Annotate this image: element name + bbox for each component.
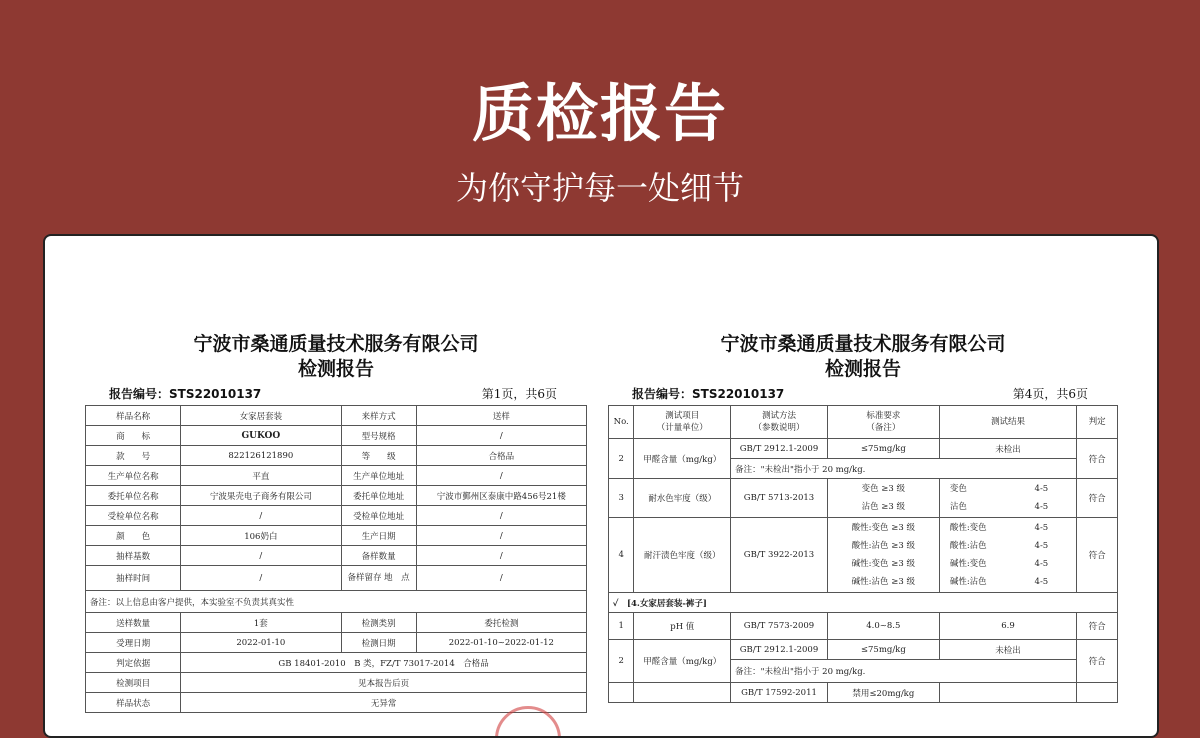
cell-requirement — [827, 518, 939, 593]
cell-label: 抽样基数 — [86, 546, 181, 566]
table-row — [609, 479, 1118, 518]
cell-verdict: 符合 — [1077, 640, 1118, 683]
cell-value: / — [181, 546, 341, 566]
cell-label: 受检单位名称 — [86, 506, 181, 526]
cell-label: 委托单位名称 — [86, 486, 181, 506]
org-name: 宁波市桑通质量技术服务有限公司 — [720, 333, 1006, 355]
cell-label: 检测项目 — [86, 673, 181, 693]
result-value: 4-5 — [1034, 502, 1049, 512]
requirement-line: 酸性:沾色 ≥3 级 — [851, 541, 915, 551]
table-row — [86, 566, 587, 591]
table-row — [86, 613, 587, 633]
cell-method: GB/T 3922-2013 — [731, 518, 828, 593]
cell-item — [634, 683, 731, 703]
cell-verdict: 符合 — [1077, 479, 1118, 518]
cell-no — [609, 683, 634, 703]
report-meta — [608, 386, 1118, 402]
page-number: 第1页，共6页 — [481, 387, 557, 401]
cell-label: 判定依据 — [86, 653, 181, 673]
cell-value: 2022-01-10~2022-01-12 — [416, 633, 586, 653]
report-paper — [43, 234, 1159, 738]
table-row — [86, 673, 587, 693]
note-text: 备注："未检出"指小于 20 mg/kg. — [731, 660, 1077, 683]
cell-result: 未检出 — [939, 640, 1076, 660]
test-results-table — [608, 405, 1118, 703]
cell-requirement: 4.0~8.5 — [827, 613, 939, 640]
table-row — [86, 546, 587, 566]
cell-value: / — [416, 506, 586, 526]
report-page-1 — [85, 332, 587, 713]
cell-label: 来样方式 — [341, 406, 416, 426]
result-label: 碱性:沾色 — [949, 577, 987, 587]
cell-method: GB/T 2912.1-2009 — [731, 640, 828, 660]
cell-value: 无异常 — [181, 693, 587, 713]
cell-item: pH 值 — [634, 613, 731, 640]
cell-label: 型号规格 — [341, 426, 416, 446]
table-row — [86, 426, 587, 446]
cell-label: 检测类别 — [341, 613, 416, 633]
cell-no: 2 — [609, 640, 634, 683]
report-meta — [85, 386, 587, 402]
section-row — [609, 593, 1118, 613]
cell-verdict: 符合 — [1077, 518, 1118, 593]
note-text: 备注："未检出"指小于 20 mg/kg. — [731, 459, 1077, 479]
cell-value: 2022-01-10 — [181, 633, 341, 653]
cell-requirement: ≤75mg/kg — [827, 640, 939, 660]
table-row — [86, 526, 587, 546]
report-number: 报告编号：STS22010137 — [632, 387, 785, 401]
cell-item: 耐水色牢度（级） — [634, 479, 731, 518]
sample-info-table — [85, 405, 587, 713]
cell-label: 备样留存 地 点 — [341, 566, 416, 591]
result-label: 变色 — [949, 484, 967, 494]
cell-value: 送样 — [416, 406, 586, 426]
cell-value: / — [416, 526, 586, 546]
column-header: 测试项目 （计量单位） — [634, 406, 731, 439]
table-row — [86, 653, 587, 673]
cell-value: / — [416, 426, 586, 446]
org-name: 宁波市桑通质量技术服务有限公司 — [193, 333, 479, 355]
section-title: ✓ [4.女家居套装-裤子] — [609, 593, 1118, 613]
result-label: 碱性:变色 — [949, 559, 987, 569]
cell-result — [939, 479, 1076, 518]
column-header: 测试结果 — [939, 406, 1076, 439]
result-value: 4-5 — [1034, 484, 1049, 494]
report-number: 报告编号：STS22010137 — [109, 387, 262, 401]
note-row — [86, 591, 587, 613]
cell-label: 备样数量 — [341, 546, 416, 566]
cell-value: 宁波市鄞州区泰康中路456号21楼 — [416, 486, 586, 506]
cell-label: 商 标 — [86, 426, 181, 446]
table-row — [609, 613, 1118, 640]
report-title: 检测报告 — [824, 358, 901, 380]
table-header-row — [609, 406, 1118, 439]
cell-value: 106奶白 — [181, 526, 341, 546]
cell-value: 合格品 — [416, 446, 586, 466]
result-label: 沾色 — [949, 502, 967, 512]
cell-label: 受检单位地址 — [341, 506, 416, 526]
cell-method: GB/T 5713-2013 — [731, 479, 828, 518]
cell-value: / — [416, 566, 586, 591]
cell-verdict: 符合 — [1077, 439, 1118, 479]
column-header: 判定 — [1077, 406, 1118, 439]
table-row — [609, 518, 1118, 593]
table-row — [609, 439, 1118, 459]
requirement-line: 酸性:变色 ≥3 级 — [851, 523, 915, 533]
result-label: 酸性:沾色 — [949, 541, 987, 551]
report-title: 检测报告 — [297, 358, 374, 380]
cell-label: 样品状态 — [86, 693, 181, 713]
requirement-line: 碱性:沾色 ≥3 级 — [851, 577, 915, 587]
cell-label: 生产单位地址 — [341, 466, 416, 486]
cell-label: 抽样时间 — [86, 566, 181, 591]
note-text: 备注：以上信息由客户提供，本实验室不负责其真实性 — [86, 591, 587, 613]
column-header: No. — [609, 406, 634, 439]
cell-label: 样品名称 — [86, 406, 181, 426]
cell-value: GUKOO — [181, 426, 341, 446]
cell-result: 未检出 — [939, 439, 1076, 459]
requirement-line: 沾色 ≥3 级 — [861, 502, 906, 512]
cell-value: 见本报告后页 — [181, 673, 587, 693]
cell-method: GB/T 7573-2009 — [731, 613, 828, 640]
cell-value: 女家居套装 — [181, 406, 341, 426]
result-value: 4-5 — [1034, 577, 1049, 587]
cell-value: 委托检测 — [416, 613, 586, 633]
cell-result: 6.9 — [939, 613, 1076, 640]
page-title: 质检报告 — [471, 77, 728, 150]
cell-item: 耐汗渍色牢度（级） — [634, 518, 731, 593]
cell-value: 平直 — [181, 466, 341, 486]
table-row — [86, 506, 587, 526]
table-row — [609, 640, 1118, 660]
cell-result — [939, 518, 1076, 593]
page-number: 第4页，共6页 — [1012, 387, 1088, 401]
result-value: 4-5 — [1034, 523, 1049, 533]
table-row — [86, 633, 587, 653]
column-header: 测试方法 （参数说明） — [731, 406, 828, 439]
cell-item: 甲醛含量（mg/kg） — [634, 439, 731, 479]
result-value: 4-5 — [1034, 559, 1049, 569]
cell-no: 4 — [609, 518, 634, 593]
table-row — [609, 683, 1118, 703]
cell-label: 生产日期 — [341, 526, 416, 546]
cell-method: GB/T 2912.1-2009 — [731, 439, 828, 459]
cell-method: GB/T 17592-2011 — [731, 683, 828, 703]
report-page-4 — [608, 332, 1118, 703]
cell-value: / — [416, 466, 586, 486]
cell-value: 1套 — [181, 613, 341, 633]
cell-label: 受理日期 — [86, 633, 181, 653]
cell-value: / — [181, 506, 341, 526]
table-row — [86, 446, 587, 466]
result-value: 4-5 — [1034, 541, 1049, 551]
cell-label: 等 级 — [341, 446, 416, 466]
result-label: 酸性:变色 — [949, 523, 987, 533]
cell-no: 2 — [609, 439, 634, 479]
cell-value: / — [416, 546, 586, 566]
requirement-line: 碱性:变色 ≥3 级 — [851, 559, 915, 569]
cell-no: 3 — [609, 479, 634, 518]
cell-requirement — [827, 479, 939, 518]
cell-requirement: 禁用≤20mg/kg — [827, 683, 939, 703]
cell-value: 宁波果壳电子商务有限公司 — [181, 486, 341, 506]
cell-item: 甲醛含量（mg/kg） — [634, 640, 731, 683]
requirement-line: 变色 ≥3 级 — [861, 484, 906, 494]
cell-value: / — [181, 566, 341, 591]
table-row — [86, 406, 587, 426]
cell-verdict: 符合 — [1077, 613, 1118, 640]
column-header: 标准要求 （备注） — [827, 406, 939, 439]
cell-verdict — [1077, 683, 1118, 703]
cell-label: 款 号 — [86, 446, 181, 466]
cell-label: 委托单位地址 — [341, 486, 416, 506]
cell-value: GB 18401-2010 B 类，FZ/T 73017-2014 合格品 — [181, 653, 587, 673]
cell-label: 颜 色 — [86, 526, 181, 546]
cell-label: 送样数量 — [86, 613, 181, 633]
cell-result — [939, 683, 1076, 703]
cell-label: 生产单位名称 — [86, 466, 181, 486]
page-subtitle: 为你守护每一处细节 — [455, 169, 744, 207]
table-row — [86, 486, 587, 506]
cell-label: 检测日期 — [341, 633, 416, 653]
cell-value: 822126121890 — [181, 446, 341, 466]
cell-no: 1 — [609, 613, 634, 640]
table-row — [86, 466, 587, 486]
cell-requirement: ≤75mg/kg — [827, 439, 939, 459]
